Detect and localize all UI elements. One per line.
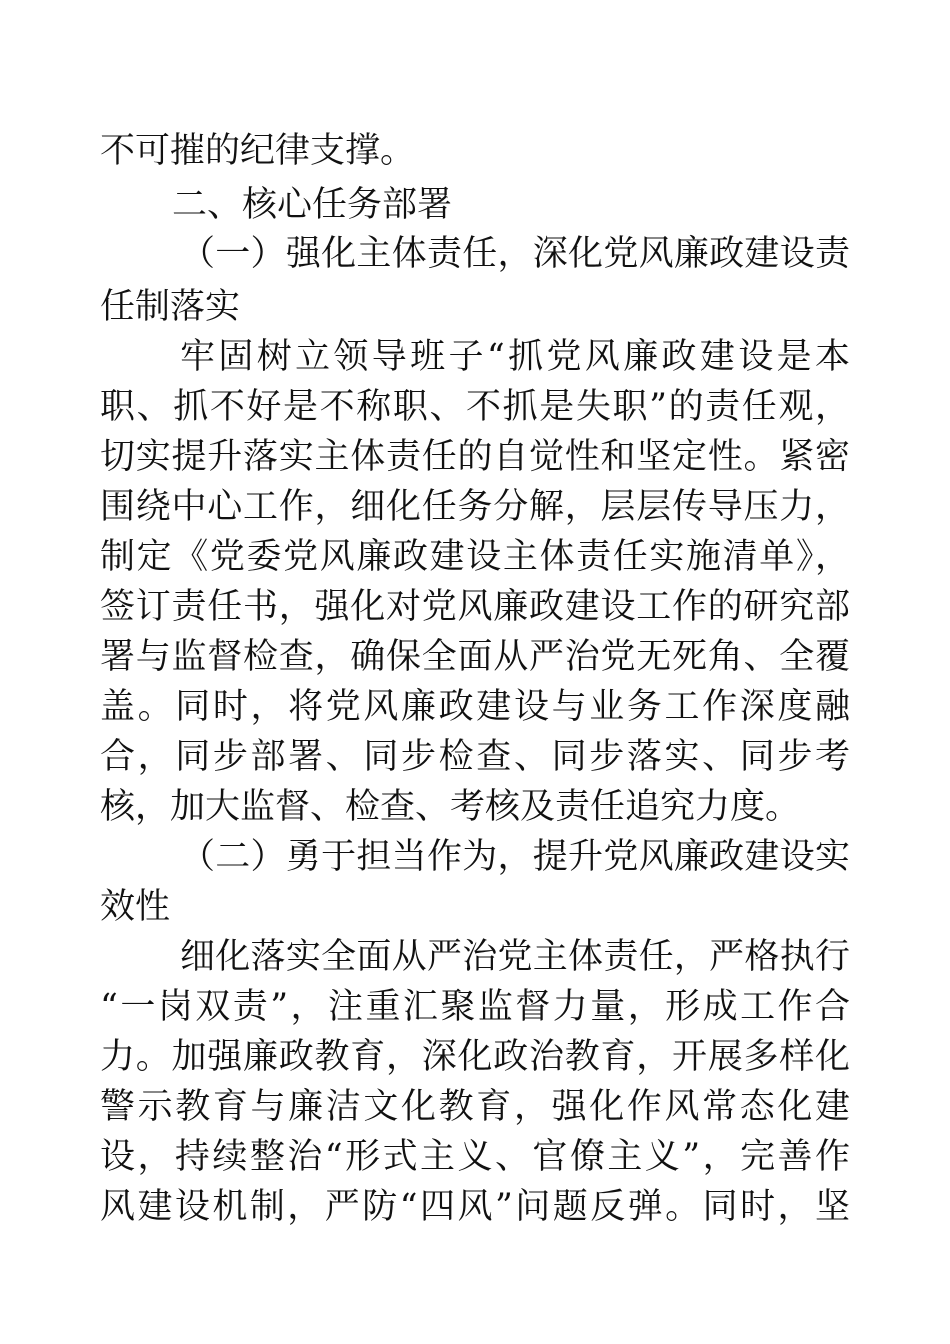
subsection-heading-1: （一）强化主体责任，深化党风廉政建设责 xyxy=(180,234,850,274)
paragraph-1-line: 盖。同时，将党风廉政建设与业务工作深度融 xyxy=(100,687,850,727)
paragraph-1-line: 切实提升落实主体责任的自觉性和坚定性。紧密 xyxy=(100,437,850,477)
paragraph-1-line: 合，同步部署、同步检查、同步落实、同步考 xyxy=(100,737,850,777)
paragraph-1-line: 职、抓不好是不称职、不抓是失职”的责任观， xyxy=(100,387,850,427)
paragraph-2-line: 设，持续整治“形式主义、官僚主义”，完善作 xyxy=(100,1137,850,1177)
subsection-heading-2-cont: 效性 xyxy=(100,887,171,927)
section-heading: 二、核心任务部署 xyxy=(172,185,453,225)
paragraph-1-line: 签订责任书，强化对党风廉政建设工作的研究部 xyxy=(100,587,850,627)
paragraph-2-line: 力。加强廉政教育，深化政治教育，开展多样化 xyxy=(100,1037,850,1077)
paragraph-1-line: 围绕中心工作，细化任务分解，层层传导压力， xyxy=(100,487,850,527)
subsection-heading-1-cont: 任制落实 xyxy=(100,287,241,327)
paragraph-2-line: 风建设机制，严防“四风”问题反弹。同时，坚 xyxy=(100,1187,850,1227)
paragraph-1-line: 制定《党委党风廉政建设主体责任实施清单》， xyxy=(100,537,850,577)
paragraph-1-line: 牢固树立领导班子“抓党风廉政建设是本 xyxy=(180,337,850,377)
text-line-closing: 不可摧的纪律支撑。 xyxy=(100,131,416,171)
paragraph-2-line: 警示教育与廉洁文化教育，强化作风常态化建 xyxy=(100,1087,850,1127)
subsection-heading-2: （二）勇于担当作为，提升党风廉政建设实 xyxy=(180,837,850,877)
paragraph-2-line: 细化落实全面从严治党主体责任，严格执行 xyxy=(180,937,850,977)
paragraph-1-line: 署与监督检查，确保全面从严治党无死角、全覆 xyxy=(100,637,850,677)
paragraph-1-line: 核，加大监督、检查、考核及责任追究力度。 xyxy=(100,787,801,827)
paragraph-2-line: “一岗双责”，注重汇聚监督力量，形成工作合 xyxy=(100,987,850,1027)
